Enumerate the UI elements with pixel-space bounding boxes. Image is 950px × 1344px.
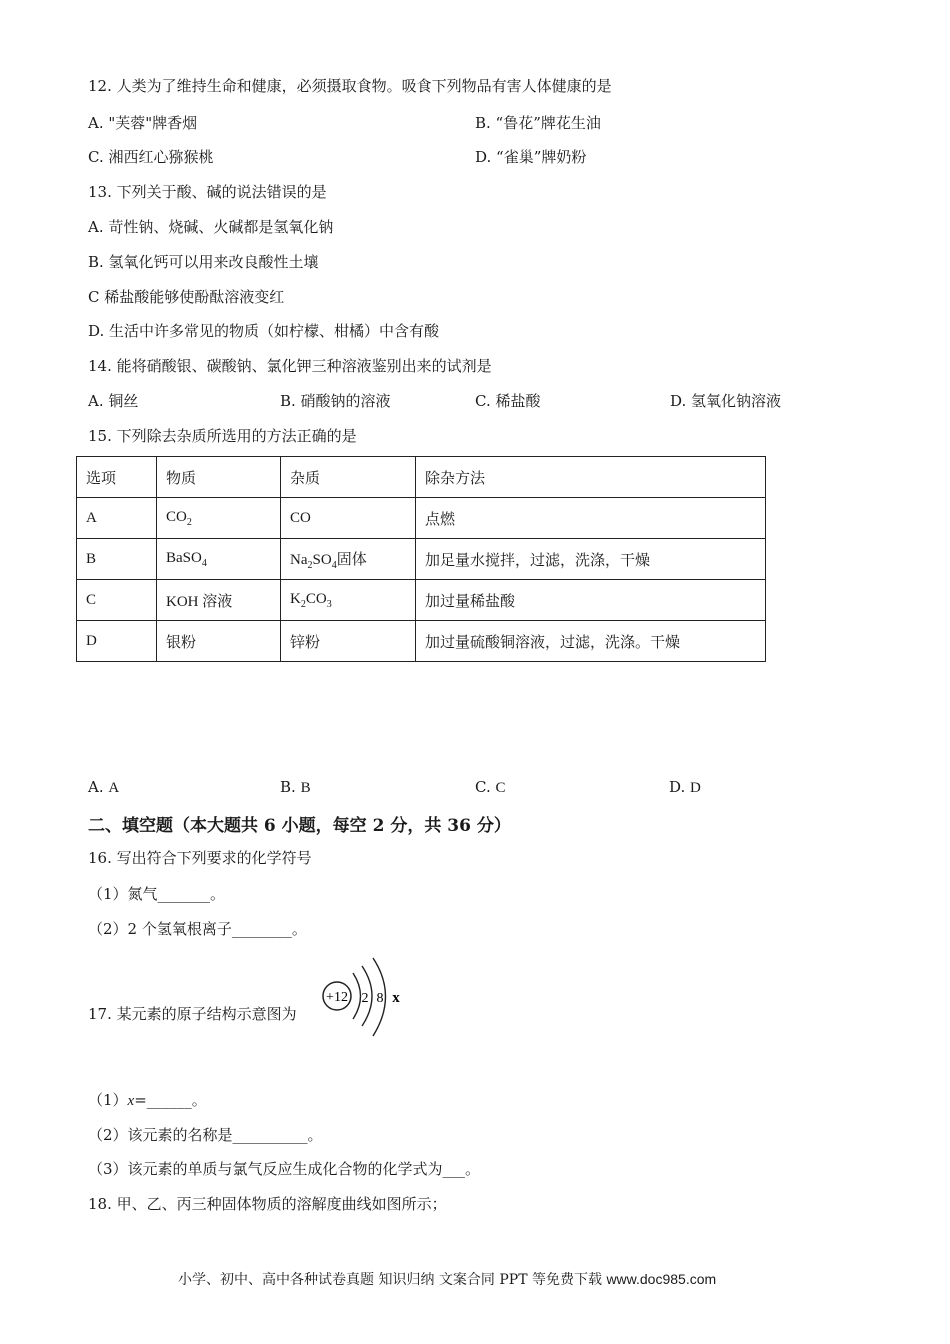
row-method: 加过量稀盐酸 [416, 580, 766, 621]
row-impurity: $Na_2SO_4$固体 [281, 539, 416, 580]
q15-option-b: B. B [280, 778, 311, 796]
table-header-row [77, 457, 766, 498]
electron-shell-1 [353, 973, 361, 1019]
table-row [77, 621, 766, 662]
table-row [77, 498, 766, 539]
q16-stem: 16. 写出符合下列要求的化学符号 [88, 849, 312, 867]
atom-structure-diagram [320, 953, 410, 1045]
row-substance: BaSO$_4$ [157, 539, 281, 580]
table-row [77, 539, 766, 580]
q16-part-1: （1）氮气_______。 [88, 885, 226, 903]
q17-part-2: （2）该元素的名称是__________。 [88, 1126, 323, 1144]
row-option: C [77, 580, 157, 621]
shell-3-electrons: x [392, 990, 400, 1006]
row-option: D [77, 621, 157, 662]
nucleus-charge: +12 [326, 990, 348, 1005]
q12-option-b: B. “鲁花”牌花生油 [475, 114, 601, 132]
q15-option-d: D. D [669, 778, 701, 796]
header-impurity: 杂质 [281, 457, 416, 498]
section-heading: 二、填空题（本大题共 6 小题，每空 2 分，共 36 分） [88, 816, 511, 836]
q17-part-3: （3）该元素的单质与氯气反应生成化合物的化学式为___。 [88, 1160, 481, 1178]
q13-option-c: C 稀盐酸能够使酚酞溶液变红 [88, 288, 285, 306]
header-method: 除杂方法 [416, 457, 766, 498]
q13-option-a: A. 苛性钠、烧碱、火碱都是氢氧化钠 [88, 218, 334, 236]
row-impurity: CO [281, 498, 416, 539]
q16-part-2: （2）2 个氢氧根离子________。 [88, 920, 307, 938]
q15-option-a: A. A [88, 778, 120, 796]
row-substance: KOH 溶液 [157, 580, 281, 621]
row-option: B [77, 539, 157, 580]
footer-link[interactable]: www.doc985.com [606, 1271, 717, 1287]
table-row [77, 580, 766, 621]
q14-option-c: C. 稀盐酸 [475, 392, 541, 410]
q15-stem: 15. 下列除去杂质所选用的方法正确的是 [88, 427, 357, 445]
header-substance: 物质 [157, 457, 281, 498]
q13-option-d: D. 生活中许多常见的物质（如柠檬、柑橘）中含有酸 [88, 322, 440, 340]
row-impurity: 锌粉 [281, 621, 416, 662]
q12-stem: 12. 人类为了维持生命和健康，必须摄取食物。吸食下列物品有害人体健康的是 [88, 77, 612, 95]
shell-2-electrons: 8 [376, 991, 384, 1006]
shell-1-electrons: 2 [361, 991, 369, 1006]
q15-option-c: C. C [475, 778, 506, 796]
header-option: 选项 [77, 457, 157, 498]
q17-part-1: （1）x=______。 [88, 1091, 207, 1109]
row-option: A [77, 498, 157, 539]
q17-stem: 17. 某元素的原子结构示意图为 [88, 1005, 297, 1023]
q15-table [76, 456, 766, 662]
q14-option-a: A. 铜丝 [88, 392, 139, 410]
q12-option-a: A. "芙蓉"牌香烟 [88, 114, 198, 132]
row-impurity: $K_2CO_3$ [281, 580, 416, 621]
row-substance: 银粉 [157, 621, 281, 662]
q13-option-b: B. 氢氧化钙可以用来改良酸性土壤 [88, 253, 319, 271]
q18-stem: 18. 甲、乙、丙三种固体物质的溶解度曲线如图所示； [88, 1195, 447, 1213]
q14-option-d: D. 氢氧化钠溶液 [670, 392, 782, 410]
q14-stem: 14. 能将硝酸银、碳酸钠、氯化钾三种溶液鉴别出来的试剂是 [88, 357, 492, 375]
q12-option-d: D. “雀巢”牌奶粉 [475, 148, 587, 166]
q14-option-b: B. 硝酸钠的溶液 [280, 392, 391, 410]
row-method: 加过量硫酸铜溶液，过滤，洗涤。干燥 [416, 621, 766, 662]
q13-stem: 13. 下列关于酸、碱的说法错误的是 [88, 183, 327, 201]
row-substance: $CO_2$ [157, 498, 281, 539]
row-method: 点燃 [416, 498, 766, 539]
q12-option-c: C. 湘西红心猕猴桃 [88, 148, 214, 166]
row-method: 加足量水搅拌，过滤，洗涤，干燥 [416, 539, 766, 580]
page-footer: 小学、初中、高中各种试卷真题 知识归纳 文案合同 PPT 等免费下载 www.doc985.com [178, 1271, 717, 1288]
